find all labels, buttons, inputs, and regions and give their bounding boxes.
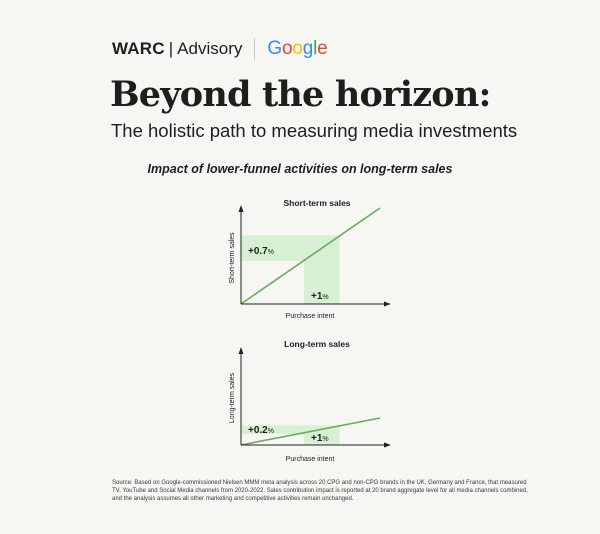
x-axis-arrow xyxy=(384,302,391,307)
y-uplift-label: +0.2% xyxy=(248,425,274,436)
google-letter: g xyxy=(302,38,314,59)
y-axis-arrow xyxy=(239,205,244,212)
google-letter: l xyxy=(313,38,318,59)
x-axis-arrow xyxy=(384,443,391,448)
source-note: Source: Based on Google-commissioned Nielsen MMM meta analysis across 20 CPG and non-CPG brands in the UK, Germany and France, that measured TV, YouTube and Social Media channels from 2020-2022. Sales contribution impact is reported at 20 brand aggregate level for all media channels combined, and the analysis assumes all other marketing and competitive activities remain unchanged. xyxy=(112,480,528,502)
warc-logo: WARC xyxy=(112,39,165,58)
google-letter: G xyxy=(267,38,282,59)
logo-separator: | xyxy=(168,39,174,58)
long-term-chart-title: Long-term sales xyxy=(284,339,350,349)
google-letter: e xyxy=(317,38,328,59)
short-term-chart xyxy=(229,198,391,320)
page-subtitle: The holistic path to measuring media investments xyxy=(111,120,518,141)
long-term-y-axis-label: Long-term sales xyxy=(229,372,236,424)
y-uplift-label: +0.7% xyxy=(248,246,274,257)
google-letter: o xyxy=(292,38,303,59)
x-uplift-label: +1% xyxy=(311,433,329,444)
y-axis-arrow xyxy=(239,347,244,354)
short-term-y-axis-label: Short-term sales xyxy=(229,232,236,284)
long-term-chart xyxy=(229,339,391,463)
short-term-x-axis-label: Purchase intent xyxy=(285,313,335,320)
google-letter: o xyxy=(281,38,293,59)
x-uplift-label: +1% xyxy=(311,291,329,302)
section-title: Impact of lower-funnel activities on long-term sales xyxy=(147,162,453,176)
advisory-label: Advisory xyxy=(177,39,243,58)
page-title: Beyond the horizon: xyxy=(110,74,491,115)
long-term-x-axis-label: Purchase intent xyxy=(285,456,335,463)
short-term-chart-title: Short-term sales xyxy=(283,198,351,208)
